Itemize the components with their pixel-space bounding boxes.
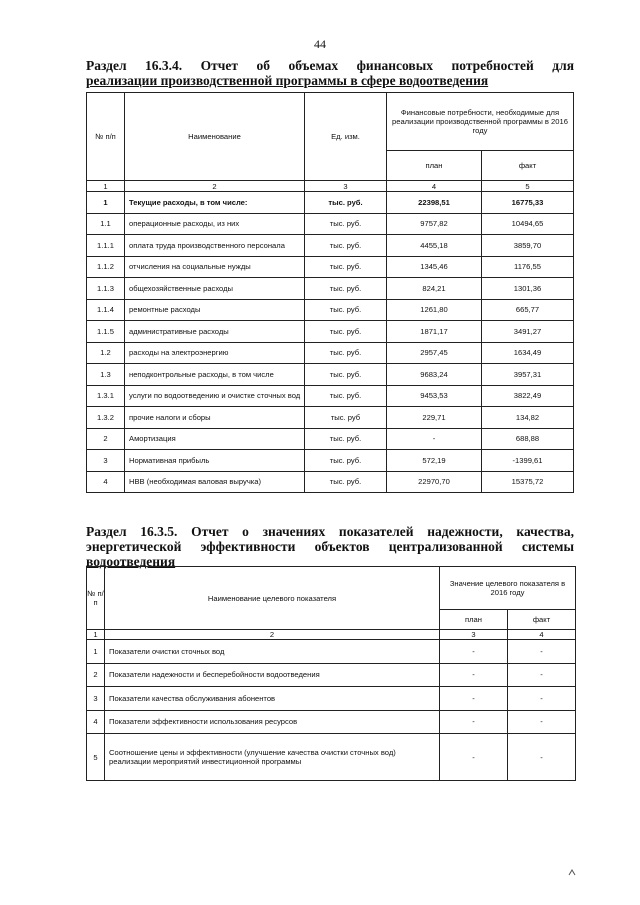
header-plan: план	[440, 610, 508, 630]
row-name: Показатели очистки сточных вод	[105, 640, 440, 664]
row-unit: тыс. руб.	[305, 364, 387, 386]
row-plan: 9683,24	[387, 364, 482, 386]
finance-table	[86, 92, 574, 493]
row-name: Показатели надежности и бесперебойности водоотведения	[105, 663, 440, 687]
table-row	[87, 687, 576, 711]
row-unit: тыс. руб.	[305, 342, 387, 364]
row-num: 4	[87, 710, 105, 734]
row-name: оплата труда производственного персонала	[125, 235, 305, 257]
table-row	[87, 321, 574, 343]
row-name: административные расходы	[125, 321, 305, 343]
row-fact: -	[508, 687, 576, 711]
header-num: № п/п	[87, 93, 125, 181]
row-unit: тыс. руб.	[305, 192, 387, 214]
section2-title-line2: энергетической эффективности объектов централизованной системы	[86, 539, 574, 554]
row-num: 1.1.5	[87, 321, 125, 343]
row-name: Показатели эффективности использования ресурсов	[105, 710, 440, 734]
row-num: 5	[87, 734, 105, 781]
row-unit: тыс. руб.	[305, 299, 387, 321]
index-cell: 3	[440, 630, 508, 640]
table-row	[87, 428, 574, 450]
row-num: 1.3.1	[87, 385, 125, 407]
row-unit: тыс. руб.	[305, 471, 387, 493]
row-fact: 10494,65	[482, 213, 574, 235]
row-plan: 9757,82	[387, 213, 482, 235]
row-fact: 3822,49	[482, 385, 574, 407]
row-fact: -	[508, 710, 576, 734]
row-plan: 572,19	[387, 450, 482, 472]
row-name: Нормативная прибыль	[125, 450, 305, 472]
row-num: 1	[87, 192, 125, 214]
signature-mark-icon	[568, 869, 576, 877]
row-fact: 1301,36	[482, 278, 574, 300]
table-row	[87, 364, 574, 386]
row-fact: 15375,72	[482, 471, 574, 493]
index-cell: 3	[305, 181, 387, 192]
header-fact: факт	[508, 610, 576, 630]
indicators-index-row	[87, 630, 576, 640]
index-cell: 5	[482, 181, 574, 192]
row-plan: 22970,70	[387, 471, 482, 493]
row-num: 1.1.3	[87, 278, 125, 300]
row-num: 1.1.2	[87, 256, 125, 278]
row-plan: -	[440, 640, 508, 664]
row-name: Соотношение цены и эффективности (улучшение качества очистки сточных вод) реализации мероприятий инвестиционной программы	[105, 734, 440, 781]
row-num: 4	[87, 471, 125, 493]
row-num: 1.1.1	[87, 235, 125, 257]
index-cell: 1	[87, 630, 105, 640]
row-num: 1.2	[87, 342, 125, 364]
table-row	[87, 256, 574, 278]
row-name: операционные расходы, из них	[125, 213, 305, 235]
row-plan: 4455,18	[387, 235, 482, 257]
row-num: 1	[87, 640, 105, 664]
row-fact: 1634,49	[482, 342, 574, 364]
row-num: 3	[87, 687, 105, 711]
row-name: Текущие расходы, в том числе:	[125, 192, 305, 214]
row-plan: 1345,46	[387, 256, 482, 278]
row-plan: 2957,45	[387, 342, 482, 364]
index-cell: 4	[387, 181, 482, 192]
section2-heading	[86, 524, 574, 569]
header-fact: факт	[482, 151, 574, 181]
row-fact: 3491,27	[482, 321, 574, 343]
row-unit: тыс. руб.	[305, 256, 387, 278]
row-name: общехозяйственные расходы	[125, 278, 305, 300]
table-row	[87, 407, 574, 429]
row-plan: 824,21	[387, 278, 482, 300]
row-fact: 3957,31	[482, 364, 574, 386]
row-num: 1.3	[87, 364, 125, 386]
row-unit: тыс. руб.	[305, 321, 387, 343]
row-plan: 9453,53	[387, 385, 482, 407]
row-unit: тыс. руб.	[305, 428, 387, 450]
row-num: 1.1.4	[87, 299, 125, 321]
row-fact: 688,88	[482, 428, 574, 450]
table-row	[87, 192, 574, 214]
table-row	[87, 235, 574, 257]
header-plan: план	[387, 151, 482, 181]
row-fact: -	[508, 640, 576, 664]
table-row	[87, 278, 574, 300]
row-plan: -	[440, 710, 508, 734]
header-finance: Финансовые потребности, необходимые для реализации производственной программы в 2016 году	[387, 93, 574, 151]
row-unit: тыс. руб.	[305, 213, 387, 235]
row-name: НВВ (необходимая валовая выручка)	[125, 471, 305, 493]
table-row	[87, 471, 574, 493]
row-name: услуги по водоотведению и очистке сточных вод	[125, 385, 305, 407]
row-num: 2	[87, 428, 125, 450]
row-fact: 16775,33	[482, 192, 574, 214]
finance-index-row	[87, 181, 574, 192]
row-fact: -1399,61	[482, 450, 574, 472]
table-row	[87, 640, 576, 664]
table-row	[87, 385, 574, 407]
header-name: Наименование	[125, 93, 305, 181]
row-num: 1.1	[87, 213, 125, 235]
row-plan: 22398,51	[387, 192, 482, 214]
row-plan: 1871,17	[387, 321, 482, 343]
table-row	[87, 299, 574, 321]
table-row	[87, 213, 574, 235]
index-cell: 2	[105, 630, 440, 640]
row-fact: -	[508, 663, 576, 687]
row-unit: тыс. руб.	[305, 450, 387, 472]
row-plan: 229,71	[387, 407, 482, 429]
row-name: неподконтрольные расходы, в том числе	[125, 364, 305, 386]
row-num: 2	[87, 663, 105, 687]
row-name: отчисления на социальные нужды	[125, 256, 305, 278]
section1-heading	[86, 58, 574, 88]
row-fact: 1176,55	[482, 256, 574, 278]
section2-title-line3: водоотведения	[86, 554, 176, 569]
row-plan: -	[387, 428, 482, 450]
indicators-table	[86, 566, 576, 781]
page-number: 44	[314, 37, 326, 51]
row-plan: -	[440, 663, 508, 687]
index-cell: 4	[508, 630, 576, 640]
row-num: 1.3.2	[87, 407, 125, 429]
table-row	[87, 734, 576, 781]
row-unit: тыс. руб.	[305, 235, 387, 257]
indicators-header-row	[87, 567, 576, 610]
row-num: 3	[87, 450, 125, 472]
table-row	[87, 342, 574, 364]
row-fact: 3859,70	[482, 235, 574, 257]
table-row	[87, 663, 576, 687]
header-unit: Ед. изм.	[305, 93, 387, 181]
index-cell: 2	[125, 181, 305, 192]
table-row	[87, 710, 576, 734]
header-num: № п/п	[87, 567, 105, 630]
row-name: ремонтные расходы	[125, 299, 305, 321]
row-plan: -	[440, 687, 508, 711]
row-name: расходы на электроэнергию	[125, 342, 305, 364]
section2-title-line1: Раздел 16.3.5. Отчет о значениях показателей надежности, качества,	[86, 524, 574, 539]
header-value: Значение целевого показателя в 2016 году	[440, 567, 576, 610]
row-fact: 665,77	[482, 299, 574, 321]
row-name: Амортизация	[125, 428, 305, 450]
row-unit: тыс. руб	[305, 407, 387, 429]
row-fact: 134,82	[482, 407, 574, 429]
row-unit: тыс. руб.	[305, 385, 387, 407]
header-name: Наименование целевого показателя	[105, 567, 440, 630]
section1-title-line1: Раздел 16.3.4. Отчет об объемах финансовых потребностей для	[86, 58, 574, 73]
row-fact: -	[508, 734, 576, 781]
table-row	[87, 450, 574, 472]
section1-title-line2: реализации производственной программы в сфере водоотведения	[86, 73, 489, 88]
row-name: Показатели качества обслуживания абонентов	[105, 687, 440, 711]
row-plan: 1261,80	[387, 299, 482, 321]
index-cell: 1	[87, 181, 125, 192]
finance-header-row	[87, 93, 574, 151]
row-name: прочие налоги и сборы	[125, 407, 305, 429]
row-plan: -	[440, 734, 508, 781]
row-unit: тыс. руб.	[305, 278, 387, 300]
